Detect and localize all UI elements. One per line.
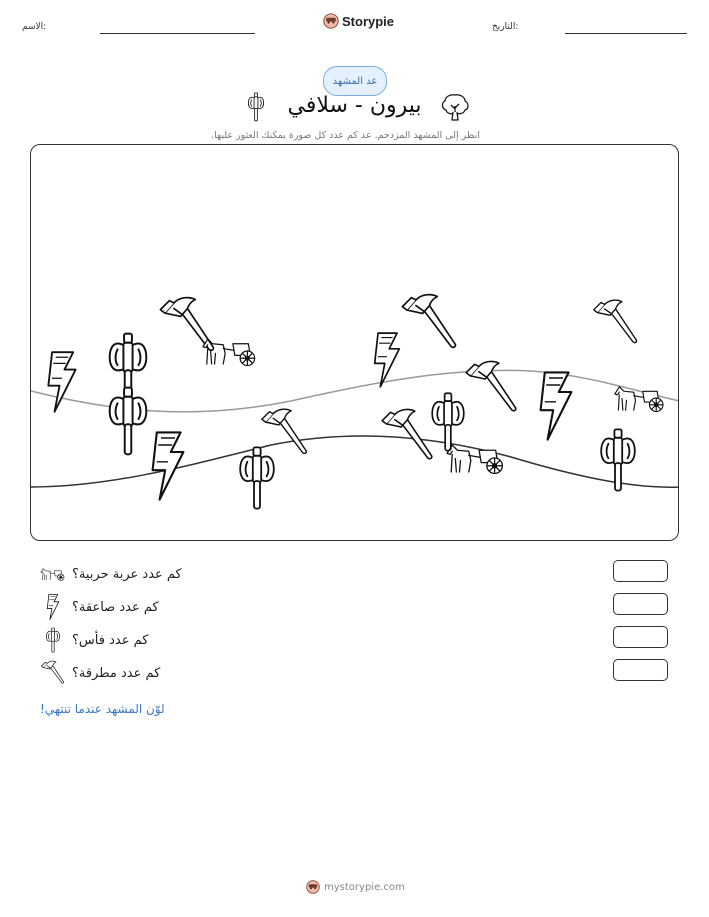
lightning-item — [48, 352, 75, 412]
hammer-item — [262, 409, 306, 453]
date-field[interactable] — [565, 33, 687, 34]
hammer-item — [466, 361, 516, 410]
hammer-icon — [40, 660, 66, 686]
lightning-item — [541, 372, 572, 439]
hammer-item — [594, 300, 637, 343]
color-instruction: لوّن المشهد عندما تنتهي! — [40, 702, 165, 716]
chariot-icon — [40, 565, 66, 583]
question-axe — [40, 627, 148, 653]
hammer-item — [382, 409, 432, 458]
question-text: كم عدد عربة حربية؟ — [72, 566, 182, 582]
question-text: كم عدد صاعقة؟ — [72, 599, 159, 615]
busy-scene — [30, 144, 679, 541]
answer-box-chariot[interactable] — [613, 560, 668, 582]
storypie-logo-icon — [323, 13, 339, 29]
page-subtitle: انظر إلى المشهد المزدحم. عد كم عدد كل صورة يمكنك العثور عليها. — [211, 130, 480, 141]
answer-box-hammer[interactable] — [613, 659, 668, 681]
activity-badge: عد المشهد — [323, 66, 387, 96]
axe-icon — [40, 627, 66, 653]
answer-box-lightning[interactable] — [613, 593, 668, 615]
name-field[interactable] — [100, 33, 255, 34]
lightning-icon — [40, 594, 66, 620]
scene-drawing — [31, 145, 679, 541]
hammer-item — [402, 295, 455, 348]
question-hammer — [40, 660, 160, 686]
axe-item — [110, 388, 147, 455]
answer-box-axe[interactable] — [613, 626, 668, 648]
lightning-item — [153, 432, 184, 499]
question-text: كم عدد مطرقة؟ — [72, 665, 161, 681]
website-url[interactable]: mystorypie.com — [324, 881, 405, 893]
axe-item — [240, 447, 274, 508]
storypie-logo-icon — [306, 880, 320, 894]
chariot-item — [447, 445, 502, 473]
question-lightning — [40, 594, 159, 620]
brand-logo — [323, 13, 394, 29]
tree-icon — [440, 92, 470, 122]
page-title: بيرون - سلافي — [287, 93, 422, 118]
website-footer — [306, 880, 405, 894]
axe-item — [601, 429, 635, 490]
question-text: كم عدد فأس؟ — [72, 632, 149, 648]
brand-name: Storypie — [342, 13, 395, 29]
question-chariot — [40, 561, 182, 587]
name-label: الاسم: — [22, 22, 47, 32]
date-label: التاريخ: — [492, 22, 519, 32]
lightning-item — [375, 333, 400, 387]
